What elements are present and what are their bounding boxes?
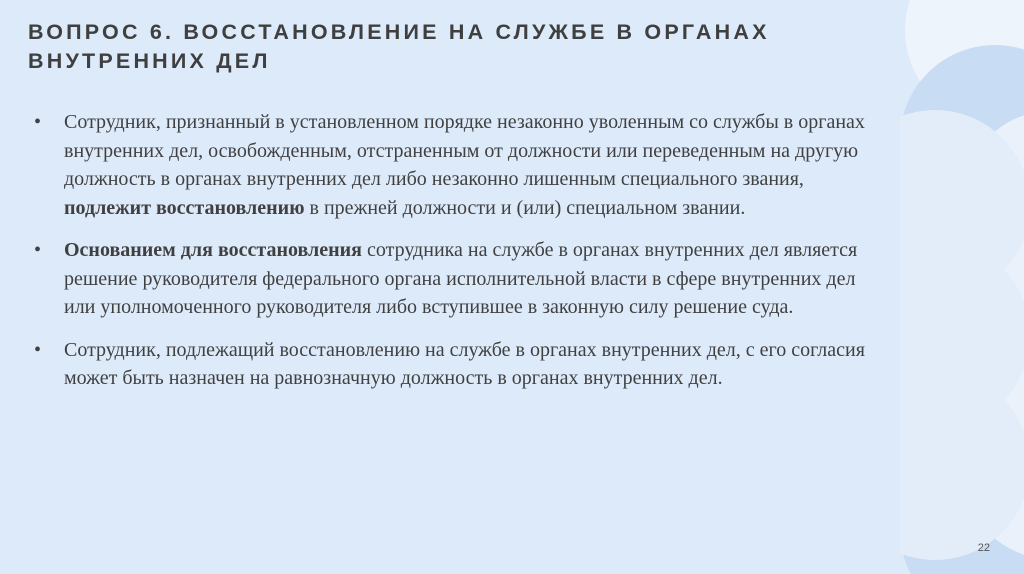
bullet-text: Сотрудник, признанный в установленном порядке незаконно уволенным со службы в органах внутренних дел, освобожденным, отстраненным от должности или переведенным на другую должность в органах внутренних дел либо незаконно лишенным специального звания,: [64, 111, 865, 190]
slide-title: ВОПРОС 6. ВОССТАНОВЛЕНИЕ НА СЛУЖБЕ В ОРГАНАХ ВНУТРЕННИХ ДЕЛ: [28, 20, 770, 73]
bullet-item: [34, 108, 874, 222]
bullet-text-tail: в прежней должности и (или) специальном звании.: [304, 196, 746, 219]
page-number: 22: [977, 542, 990, 554]
bullet-bold-text: Основанием для восстановления: [64, 239, 362, 261]
bullet-list: [34, 108, 874, 407]
bullet-bold-text: подлежит восстановлению: [64, 196, 305, 219]
bullet-item: [34, 336, 874, 393]
bullet-icon: •: [34, 338, 42, 361]
bullet-item: [34, 236, 874, 322]
bullet-icon: •: [34, 111, 42, 133]
bullet-text-tail: сотрудника на службе в органах внутренних дел является решение руководителя федерального органа исполнительной власти в сфере внутренних дел или уполномоченного руководителя либо вступившее в законную силу решение суда.: [64, 239, 858, 318]
bullet-text: Сотрудник, подлежащий восстановлению на службе в органах внутренних дел, с его согласия может быть назначен на равнозначную должность в органах внутренних дел.: [64, 338, 865, 389]
bullet-icon: •: [34, 239, 42, 261]
